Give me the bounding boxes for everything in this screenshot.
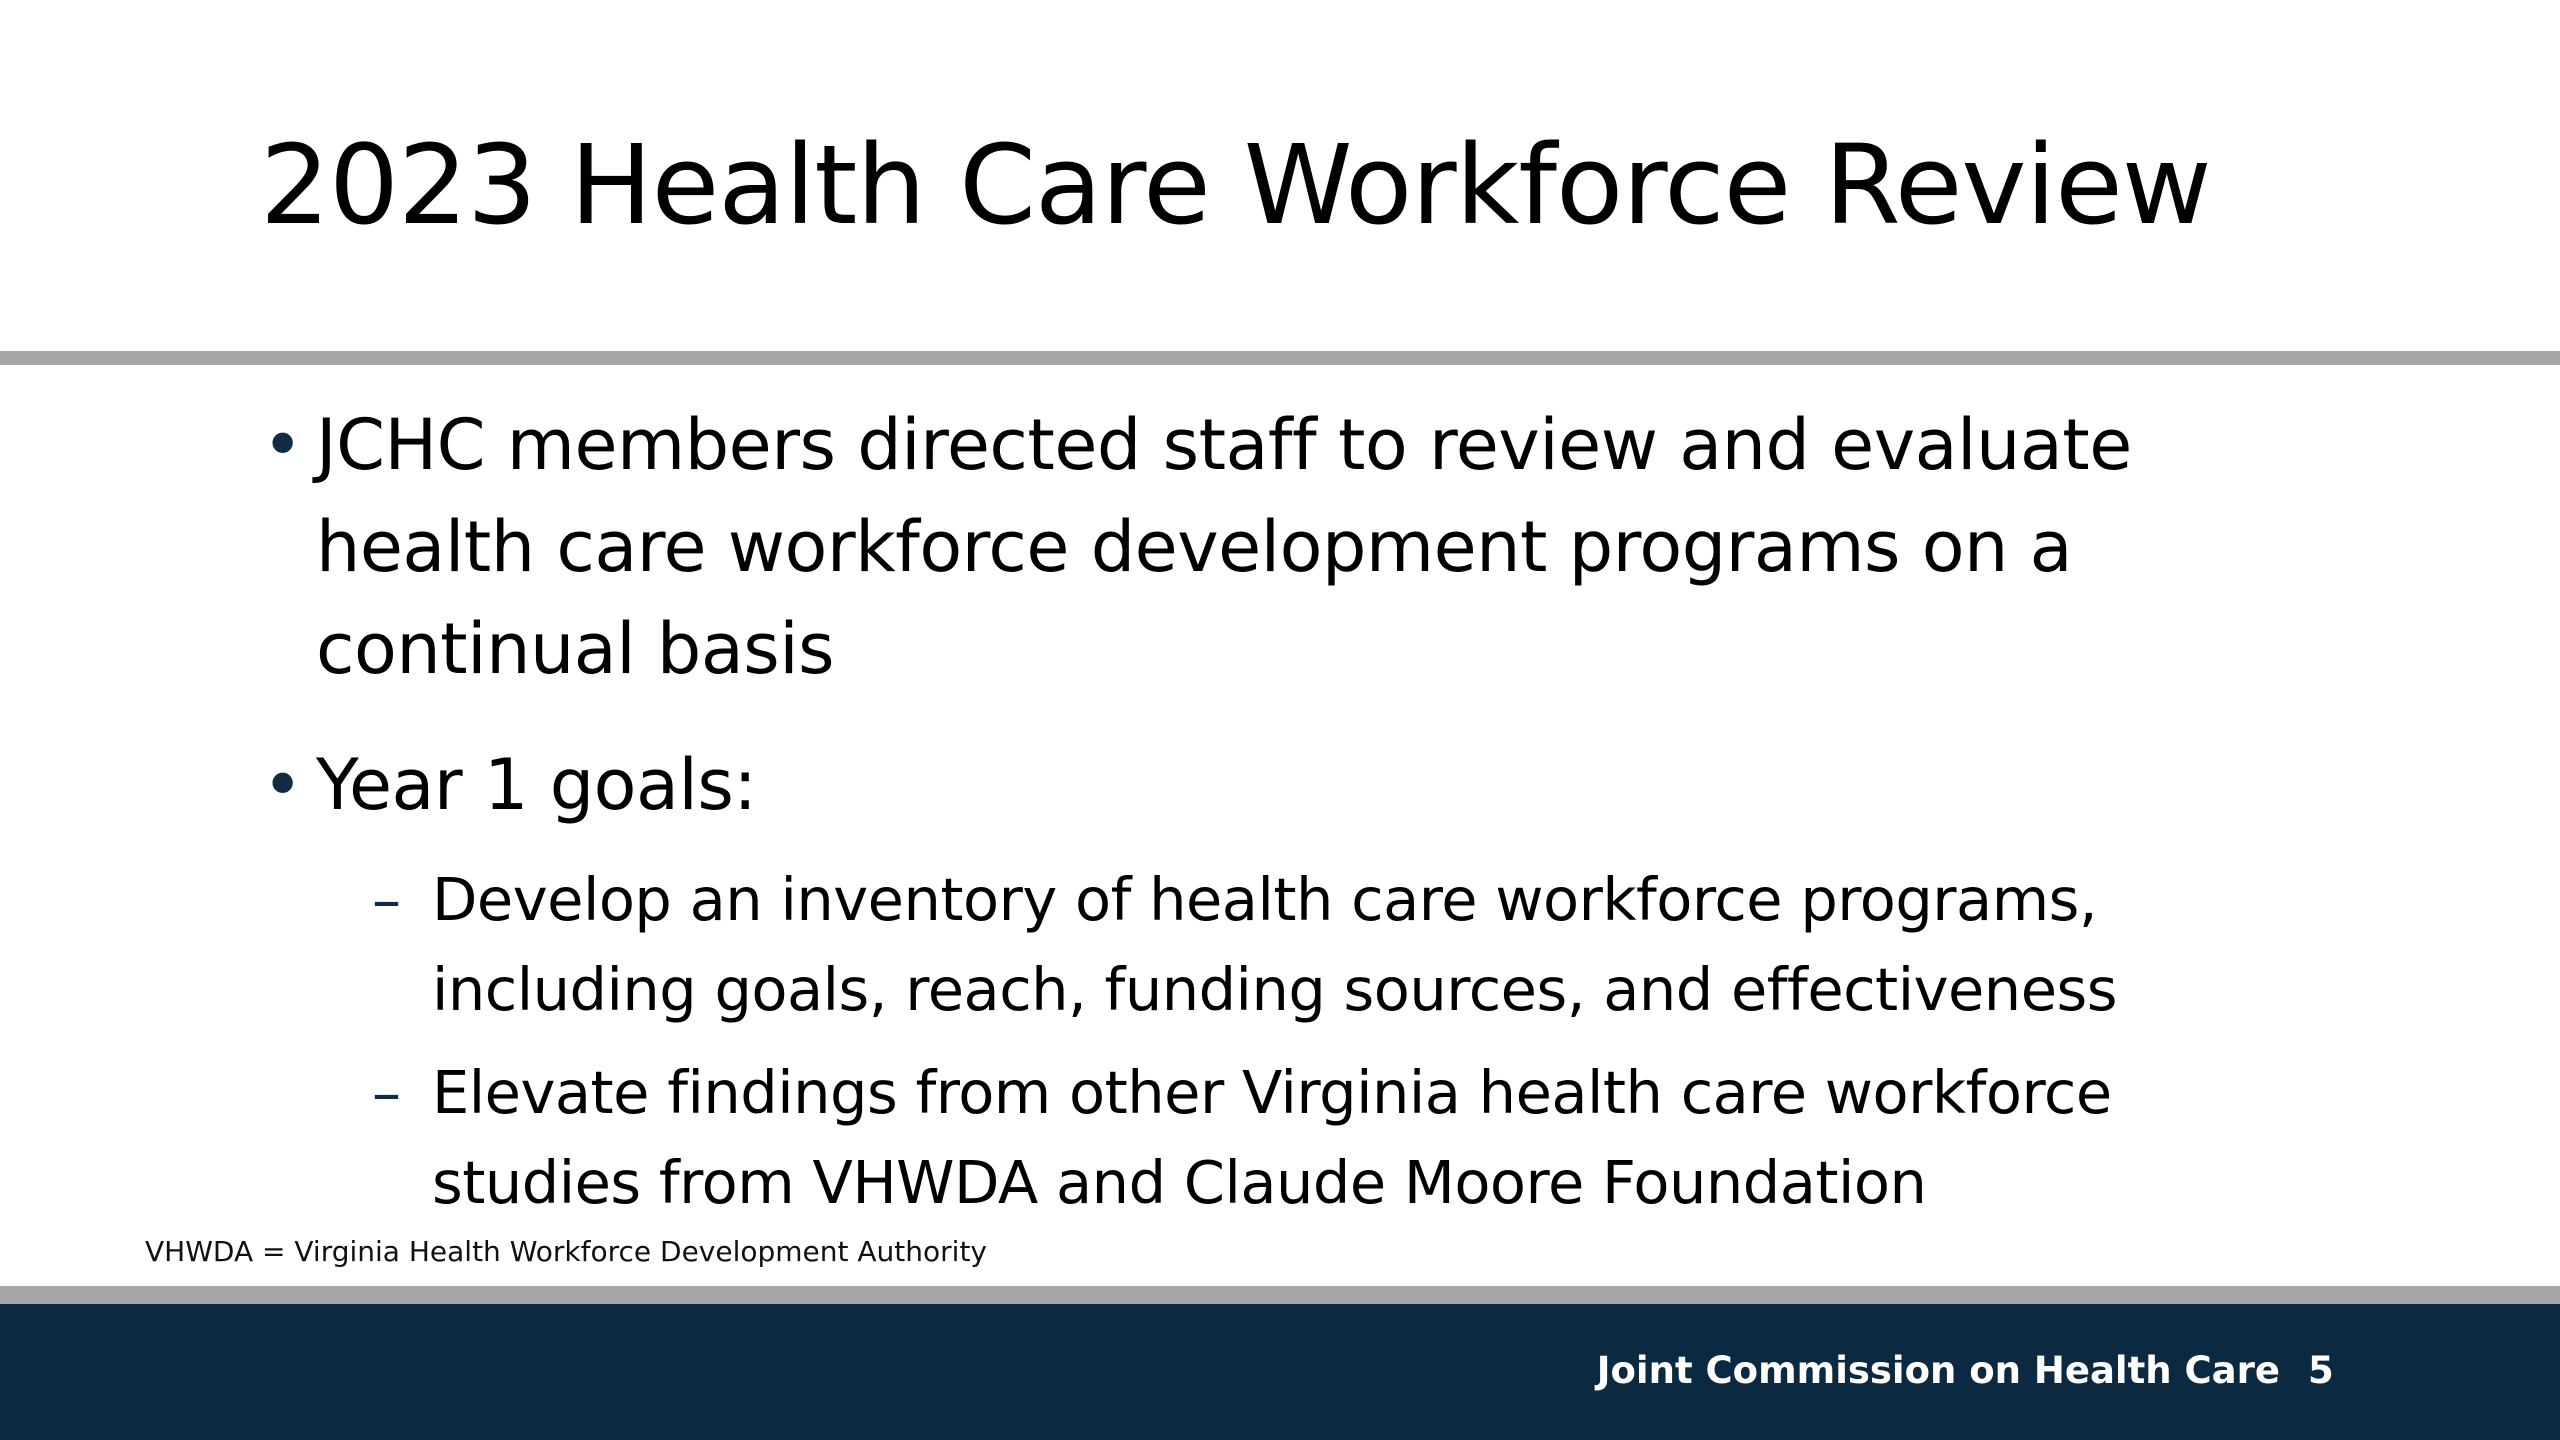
bullet-item: [316, 394, 2132, 700]
bullet-item: [316, 734, 756, 836]
sub-bullet-line: Develop an inventory of health care workforce programs,: [432, 865, 2098, 934]
sub-bullet-marker: –: [372, 1059, 401, 1127]
footnote: VHWDA = Virginia Health Workforce Development Authority: [145, 1235, 987, 1268]
sub-bullet-line: Elevate findings from other Virginia health care workforce: [432, 1058, 2112, 1127]
sub-bullet-line: studies from VHWDA and Claude Moore Foundation: [432, 1148, 1927, 1217]
title-divider: [0, 351, 2560, 365]
footer-organization: Joint Commission on Health Care: [1596, 1349, 2280, 1392]
bullet-line: JCHC members directed staff to review and evaluate: [316, 404, 2132, 486]
bullet-marker: •: [262, 404, 304, 486]
footer-divider: [0, 1286, 2560, 1304]
bullet-marker: •: [262, 744, 304, 826]
slide-title: 2023 Health Care Workforce Review: [260, 121, 2211, 249]
bullet-line: continual basis: [316, 608, 835, 690]
bullet-line: Year 1 goals:: [316, 744, 757, 826]
sub-bullet-item: [432, 855, 2117, 1035]
page-number: 5: [2308, 1349, 2334, 1392]
bullet-line: health care workforce development programs on a: [316, 506, 2073, 588]
sub-bullet-line: including goals, reach, funding sources, and effectiveness: [432, 955, 2117, 1024]
sub-bullet-item: [432, 1048, 2112, 1228]
sub-bullet-marker: –: [372, 866, 401, 934]
